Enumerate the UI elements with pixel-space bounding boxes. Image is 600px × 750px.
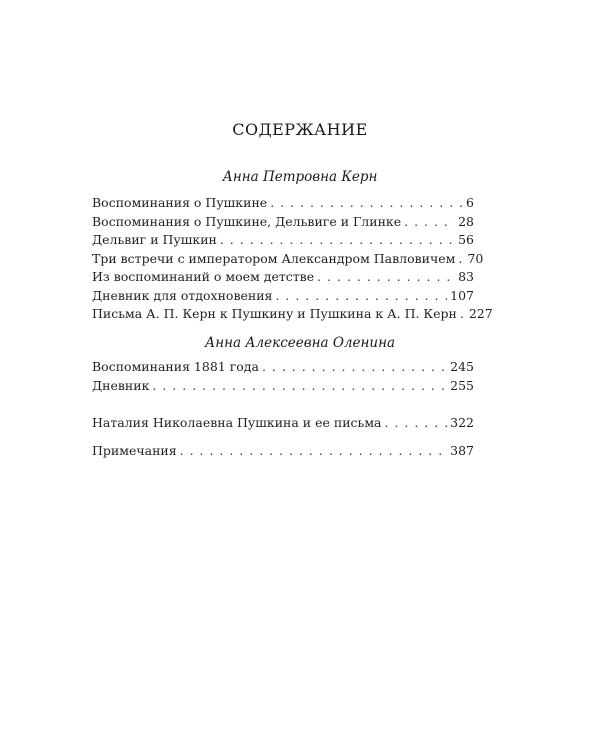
toc-entry-page: 6: [466, 195, 474, 210]
toc-entry-page: 387: [450, 443, 474, 458]
toc-leader-dots: [262, 358, 447, 377]
toc-entry-title: Три встречи с императором Александром Павловичем: [92, 250, 456, 266]
toc-entry-page: 83: [458, 269, 474, 284]
toc-entry[interactable]: [92, 442, 474, 461]
toc-entry-page: 70: [467, 250, 484, 266]
toc-entry-title: Дельвиг и Пушкин: [92, 232, 217, 247]
toc-entry[interactable]: [92, 377, 474, 396]
toc-entry-title: Воспоминания о Пушкине, Дельвиге и Глинке: [92, 213, 402, 229]
toc-entry-page: 227: [468, 306, 493, 321]
toc-entry-title: Письма А. П. Керн к Пушкину и Пушкина к А. П. Керн: [92, 306, 457, 321]
toc-list-notes: [92, 442, 474, 461]
toc-list-kern: [92, 194, 493, 324]
toc-entry-page: 107: [450, 287, 474, 303]
toc-leader-dots: [152, 377, 447, 396]
toc-entry[interactable]: [92, 358, 474, 377]
toc-leader-dots: [275, 287, 447, 306]
toc-leader-dots: [385, 414, 448, 433]
toc-entry-page: 56: [458, 232, 474, 247]
toc-entry[interactable]: [92, 305, 493, 324]
toc-entry[interactable]: [92, 414, 474, 433]
toc-entry[interactable]: [92, 213, 474, 232]
section-heading-olenina: Анна Алексеевна Оленина: [204, 335, 396, 351]
toc-list-pushkina: [92, 414, 474, 433]
toc-leader-dots: [270, 194, 463, 213]
toc-leader-dots: [404, 213, 455, 232]
toc-entry-title: Дневник для отдохновения: [92, 287, 273, 303]
toc-entry[interactable]: [92, 250, 484, 269]
toc-entry[interactable]: [92, 194, 474, 213]
toc-entry-title: Наталия Николаевна Пушкина и ее письма: [92, 415, 382, 430]
toc-entry-title: Дневник: [92, 377, 150, 393]
toc-entry-page: 28: [458, 213, 474, 229]
toc-entry[interactable]: [92, 231, 474, 250]
toc-entry[interactable]: [92, 287, 474, 306]
toc-entry-page: 255: [450, 377, 474, 393]
toc-entry-title: Из воспоминаний о моем детстве: [92, 269, 315, 284]
toc-leader-dots: [317, 268, 455, 287]
toc-entry-title: Примечания: [92, 443, 177, 458]
page-title: СОДЕРЖАНИЕ: [232, 120, 368, 139]
section-heading-kern: Анна Петровна Керн: [222, 169, 378, 185]
toc-leader-dots: [180, 442, 448, 461]
toc-entry[interactable]: [92, 268, 474, 287]
toc-entry-page: 245: [450, 359, 474, 374]
toc-entry-title: Воспоминания 1881 года: [92, 359, 259, 374]
toc-list-olenina: [92, 358, 474, 395]
toc-leader-dots: [220, 231, 455, 250]
toc-entry-page: 322: [450, 415, 474, 430]
toc-entry-title: Воспоминания о Пушкине: [92, 195, 268, 210]
